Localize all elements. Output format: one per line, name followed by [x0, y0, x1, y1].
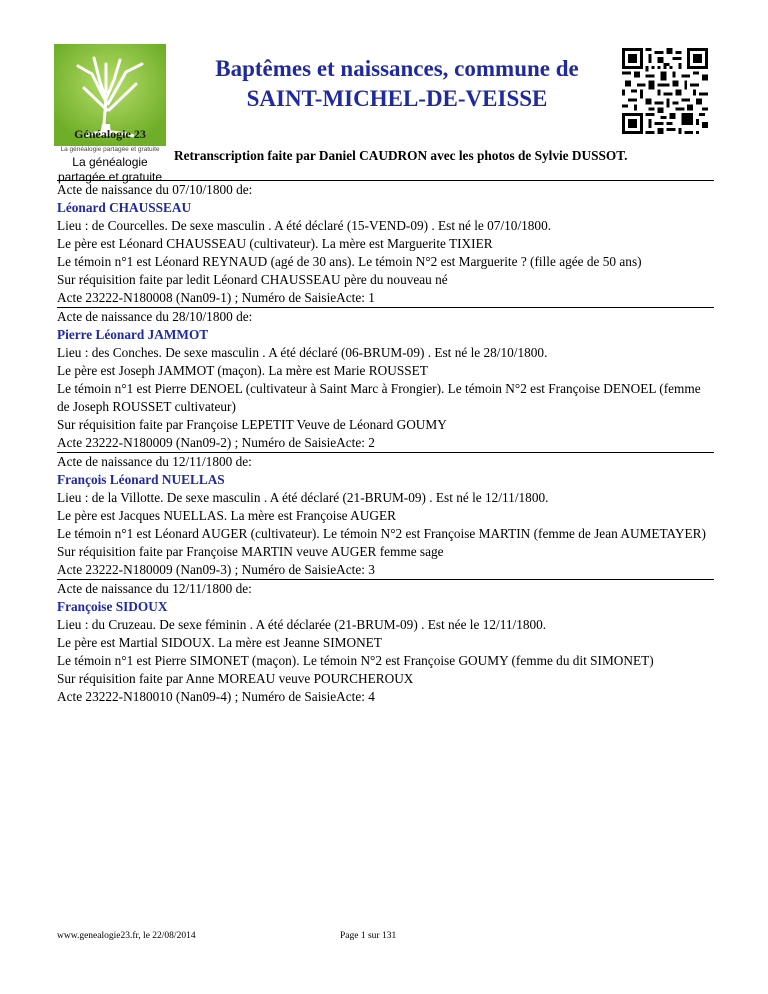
records-list: [57, 180, 714, 706]
record-temoins: Le témoin n°1 est Léonard AUGER (cultivateur). Le témoin N°2 est Françoise MARTIN (femme de Jean AUMETAYER): [57, 526, 706, 541]
page-title: [172, 54, 622, 114]
qr-code-icon[interactable]: [620, 48, 710, 134]
page-title-line-1: Baptêmes et naissances, commune de: [215, 56, 579, 81]
record-parents: Le père est Joseph JAMMOT (maçon). La mère est Marie ROUSSET: [57, 363, 428, 378]
logo-small-tagline: La généalogie partagée et gratuite: [60, 146, 160, 153]
record-parents: Le père est Martial SIDOUX. La mère est Jeanne SIMONET: [57, 635, 382, 650]
record-name: Léonard CHAUSSEAU: [57, 200, 192, 215]
record-name: Françoise SIDOUX: [57, 599, 168, 614]
birth-record: [57, 180, 714, 307]
record-header: Acte de naissance du 12/11/1800 de:: [57, 581, 252, 596]
logo-tagline-1: La généalogie: [72, 155, 148, 169]
record-header: Acte de naissance du 07/10/1800 de:: [57, 182, 253, 197]
page-title-line-2: SAINT-MICHEL-DE-VEISSE: [246, 86, 548, 111]
record-temoins: Le témoin n°1 est Pierre DENOEL (cultivateur à Saint Marc à Frongier). Le témoin N°2 est Françoise DENOEL (femme de Joseph ROUSSET cultivateur): [57, 381, 701, 414]
site-logo[interactable]: [54, 44, 166, 184]
birth-record: [57, 579, 714, 706]
birth-record: [57, 452, 714, 579]
birth-record: [57, 307, 714, 452]
record-requisition: Sur réquisition faite par Anne MOREAU veuve POURCHEROUX: [57, 671, 414, 686]
record-header: Acte de naissance du 12/11/1800 de:: [57, 454, 252, 469]
svg-text:Généalogie 23: Généalogie 23: [74, 127, 146, 141]
record-lieu: Lieu : du Cruzeau. De sexe féminin . A été déclarée (21-BRUM-09) . Est née le 12/11/1800.: [57, 617, 547, 632]
transcription-credit: Retranscription faite par Daniel CAUDRON avec les photos de Sylvie DUSSOT.: [174, 148, 628, 163]
record-lieu: Lieu : de Courcelles. De sexe masculin . A été déclaré (15-VEND-09) . Est né le 07/10/1800.: [57, 218, 552, 233]
record-parents: Le père est Léonard CHAUSSEAU (cultivateur). La mère est Marguerite TIXIER: [57, 236, 493, 251]
tree-logo-icon: [54, 44, 166, 146]
record-requisition: Sur réquisition faite par Françoise LEPETIT Veuve de Léonard GOUMY: [57, 417, 447, 432]
record-parents: Le père est Jacques NUELLAS. La mère est Françoise AUGER: [57, 508, 396, 523]
record-temoins: Le témoin n°1 est Pierre SIMONET (maçon). Le témoin N°2 est Françoise GOUMY (femme du dit SIMONET): [57, 653, 654, 668]
logo-tagline-2: partagée et gratuite: [57, 170, 163, 184]
record-acte: Acte 23222-N180009 (Nan09-3) ; Numéro de SaisieActe: 3: [57, 562, 375, 577]
footer-page-number: Page 1 sur 131: [340, 931, 397, 941]
record-acte: Acte 23222-N180009 (Nan09-2) ; Numéro de SaisieActe: 2: [57, 435, 375, 450]
record-acte: Acte 23222-N180010 (Nan09-4) ; Numéro de SaisieActe: 4: [57, 689, 375, 704]
record-name: François Léonard NUELLAS: [57, 472, 225, 487]
record-lieu: Lieu : de la Villotte. De sexe masculin . A été déclaré (21-BRUM-09) . Est né le 12/11/1800.: [57, 490, 549, 505]
record-requisition: Sur réquisition faite par Françoise MARTIN veuve AUGER femme sage: [57, 544, 444, 559]
record-acte: Acte 23222-N180008 (Nan09-1) ; Numéro de SaisieActe: 1: [57, 290, 375, 305]
record-name: Pierre Léonard JAMMOT: [57, 327, 209, 342]
record-requisition: Sur réquisition faite par ledit Léonard CHAUSSEAU père du nouveau né: [57, 272, 448, 287]
record-lieu: Lieu : des Conches. De sexe masculin . A été déclaré (06-BRUM-09) . Est né le 28/10/1800.: [57, 345, 548, 360]
record-temoins: Le témoin n°1 est Léonard REYNAUD (agé de 30 ans). Le témoin N°2 est Marguerite ? (fille agée de 50 ans): [57, 254, 642, 269]
footer-site: www.genealogie23.fr, le 22/08/2014: [57, 931, 196, 941]
record-header: Acte de naissance du 28/10/1800 de:: [57, 309, 253, 324]
